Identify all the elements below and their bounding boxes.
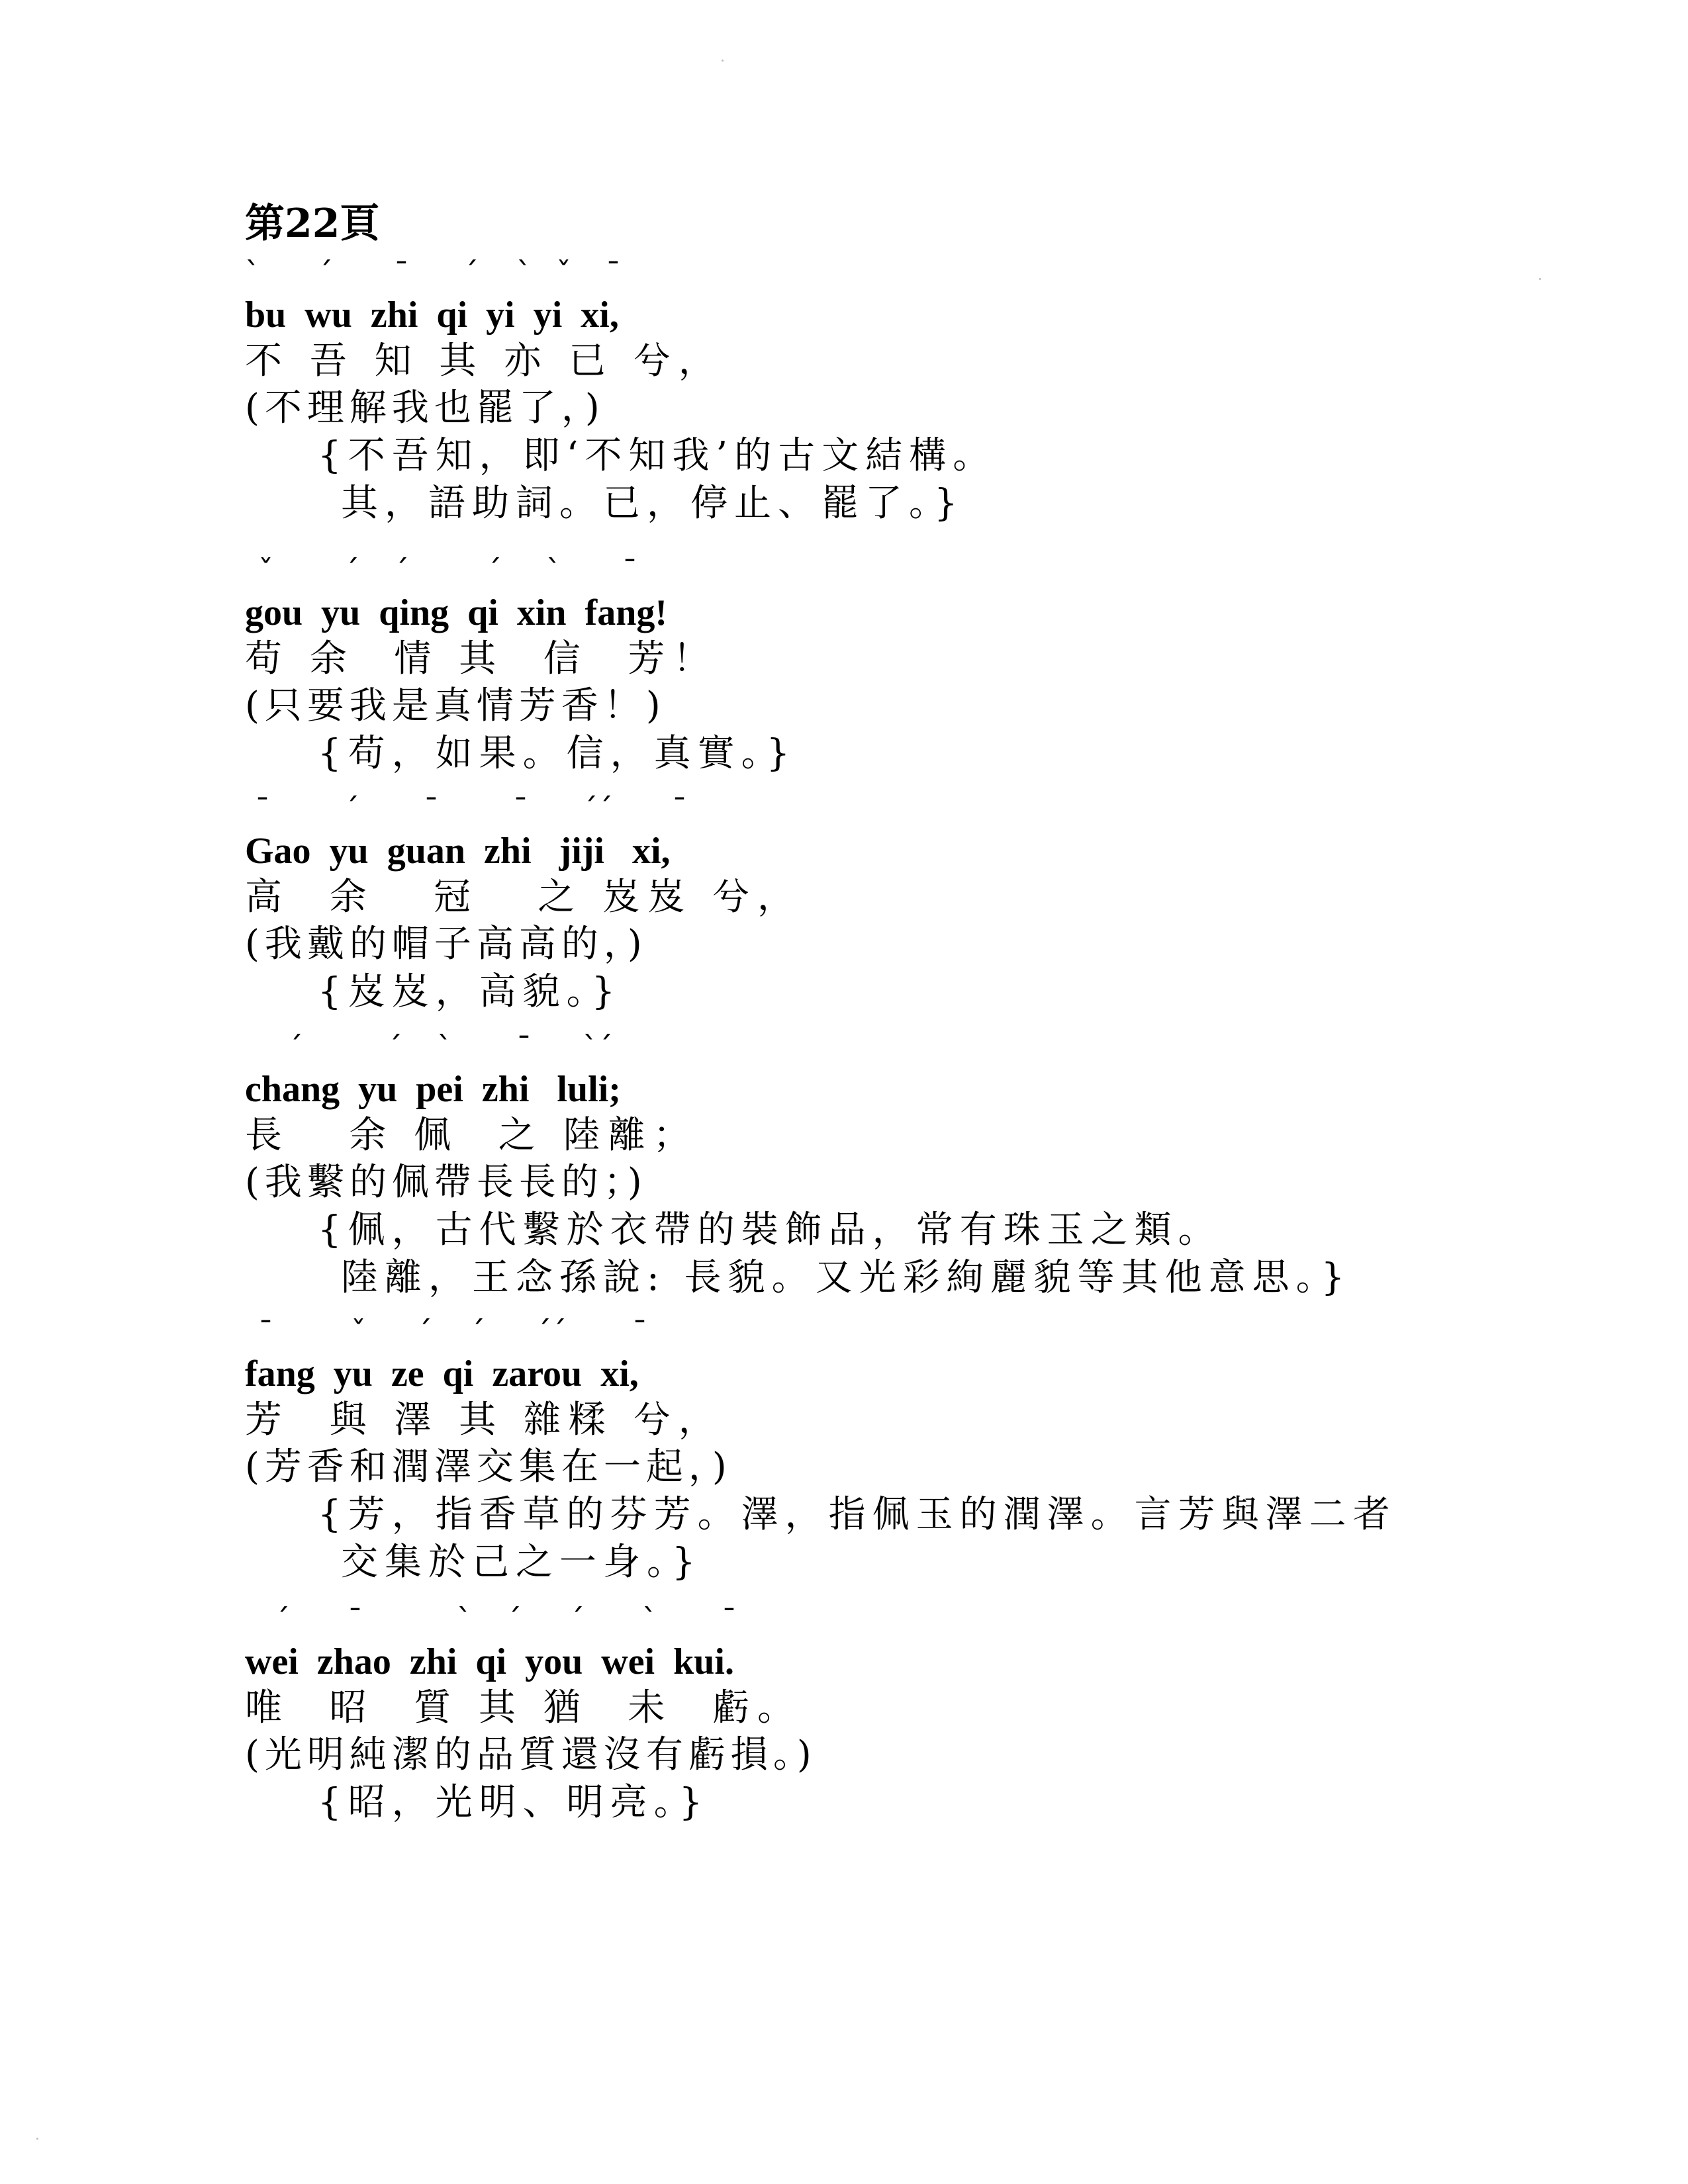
tone-mark: ˊ xyxy=(275,1602,290,1638)
annotation: {岌岌，高貌。} xyxy=(318,970,622,1013)
tone-mark: ˋ xyxy=(546,553,561,589)
chinese-verse: 苟 余 情 其 信 芳！ xyxy=(245,637,718,680)
stanza-1 xyxy=(245,255,1503,527)
pinyin-line: Gao yu guan zhi jiji xi, xyxy=(245,831,671,872)
scan-speck xyxy=(1539,278,1541,280)
tone-mark: ˇ xyxy=(258,553,273,589)
tone-mark: ˉ xyxy=(513,792,528,827)
tone-marks xyxy=(245,1602,1503,1639)
stanza-5 xyxy=(245,1314,1503,1586)
stanza-4 xyxy=(245,1029,1503,1302)
tone-mark: ˊ xyxy=(387,1030,402,1066)
tone-mark: ˊ xyxy=(344,553,359,589)
annotation-continued: 其，語助詞。已，停止、罷了。} xyxy=(341,482,964,525)
tone-mark: ˊ xyxy=(470,1314,485,1350)
translation: (不理解我也罷了，) xyxy=(245,387,605,430)
annotation-continued: 陸離，王念孫說: 長貌。又光彩絢麗貌等其他意思。} xyxy=(341,1256,1352,1299)
pinyin-line: wei zhao zhi qi you wei kui. xyxy=(245,1641,734,1682)
chinese-verse: 芳 與 澤 其 雜糅 兮， xyxy=(245,1398,724,1441)
stanza-6 xyxy=(245,1602,1503,1827)
scan-speck xyxy=(722,60,724,62)
chinese-verse: 高 余 冠 之 岌岌 兮， xyxy=(245,876,803,919)
annotation: {芳，指香草的芬芳。澤，指佩玉的潤澤。言芳與澤二者 xyxy=(318,1493,1397,1536)
tone-mark: ˉ xyxy=(516,1030,532,1066)
tone-mark: ˊ xyxy=(394,553,409,589)
tone-mark: ˉ xyxy=(622,553,637,589)
page-title: 第22頁 xyxy=(245,201,380,247)
tone-mark: ˉ xyxy=(606,255,621,291)
tone-mark: ˋ xyxy=(437,1030,452,1066)
translation: (我繫的佩帶長長的；) xyxy=(245,1161,647,1204)
translation: (芳香和潤澤交集在一起，) xyxy=(245,1445,732,1488)
tone-mark: ˊ xyxy=(487,553,502,589)
stanza-3 xyxy=(245,791,1503,1016)
translation: (只要我是真情芳香！) xyxy=(245,684,666,727)
annotation: {佩，古代繫於衣帶的裝飾品，常有珠玉之類。 xyxy=(318,1208,1222,1251)
tone-mark: ˉ xyxy=(258,1314,273,1350)
tone-mark: ˊˊ xyxy=(583,792,613,827)
annotation: {不吾知，即‘不知我’的古文結構。 xyxy=(318,434,997,477)
tone-marks xyxy=(245,1029,1503,1066)
tone-mark: ˊ xyxy=(417,1314,432,1350)
tone-mark: ˉ xyxy=(722,1602,737,1638)
tone-marks xyxy=(245,1314,1503,1351)
tone-mark: ˉ xyxy=(672,792,687,827)
scan-speck xyxy=(36,2138,38,2140)
pinyin-line: fang yu ze qi zarou xi, xyxy=(245,1353,639,1394)
tone-mark: ˉ xyxy=(632,1314,647,1350)
annotation-continued: 交集於己之一身。} xyxy=(341,1541,702,1584)
tone-mark: ˋ xyxy=(516,255,532,291)
tone-marks xyxy=(245,553,1503,590)
chinese-verse: 唯 昭 質 其 猶 未 虧。 xyxy=(245,1686,803,1729)
tone-mark: ˊ xyxy=(506,1602,522,1638)
stanza-2 xyxy=(245,553,1503,778)
tone-mark: ˊ xyxy=(463,255,479,291)
annotation: {苟，如果。信，真實。} xyxy=(318,732,797,775)
tone-mark: ˉ xyxy=(255,792,270,827)
tone-mark: ˋˊ xyxy=(583,1030,613,1066)
chinese-verse: 不 吾 知 其 亦 已 兮， xyxy=(245,340,724,383)
pinyin-line: bu wu zhi qi yi yi xi, xyxy=(245,295,619,336)
tone-mark: ˊ xyxy=(569,1602,585,1638)
tone-marks xyxy=(245,791,1503,828)
tone-mark: ˋ xyxy=(642,1602,657,1638)
translation: (我戴的帽子高高的，) xyxy=(245,923,647,966)
tone-mark: ˉ xyxy=(348,1602,363,1638)
tone-mark: ˊ xyxy=(318,255,333,291)
pinyin-line: gou yu qing qi xin fang! xyxy=(245,592,667,633)
tone-mark: ˉ xyxy=(424,792,439,827)
tone-mark: ˋ xyxy=(457,1602,472,1638)
tone-mark: ˊ xyxy=(288,1030,303,1066)
annotation: {昭，光明、明亮。} xyxy=(318,1781,710,1824)
tone-mark: ˊ xyxy=(344,792,359,827)
tone-mark: ˋ xyxy=(245,255,260,291)
pinyin-line: chang yu pei zhi luli; xyxy=(245,1069,621,1110)
tone-mark: ˊˊ xyxy=(536,1314,567,1350)
tone-mark: ˇ xyxy=(556,255,571,291)
chinese-verse: 長 余 佩 之 陸離； xyxy=(245,1114,698,1157)
translation: (光明純潔的品質還沒有虧損。) xyxy=(245,1733,817,1776)
tone-mark: ˉ xyxy=(394,255,409,291)
tone-mark: ˇ xyxy=(351,1314,366,1350)
tone-marks xyxy=(245,255,1503,292)
